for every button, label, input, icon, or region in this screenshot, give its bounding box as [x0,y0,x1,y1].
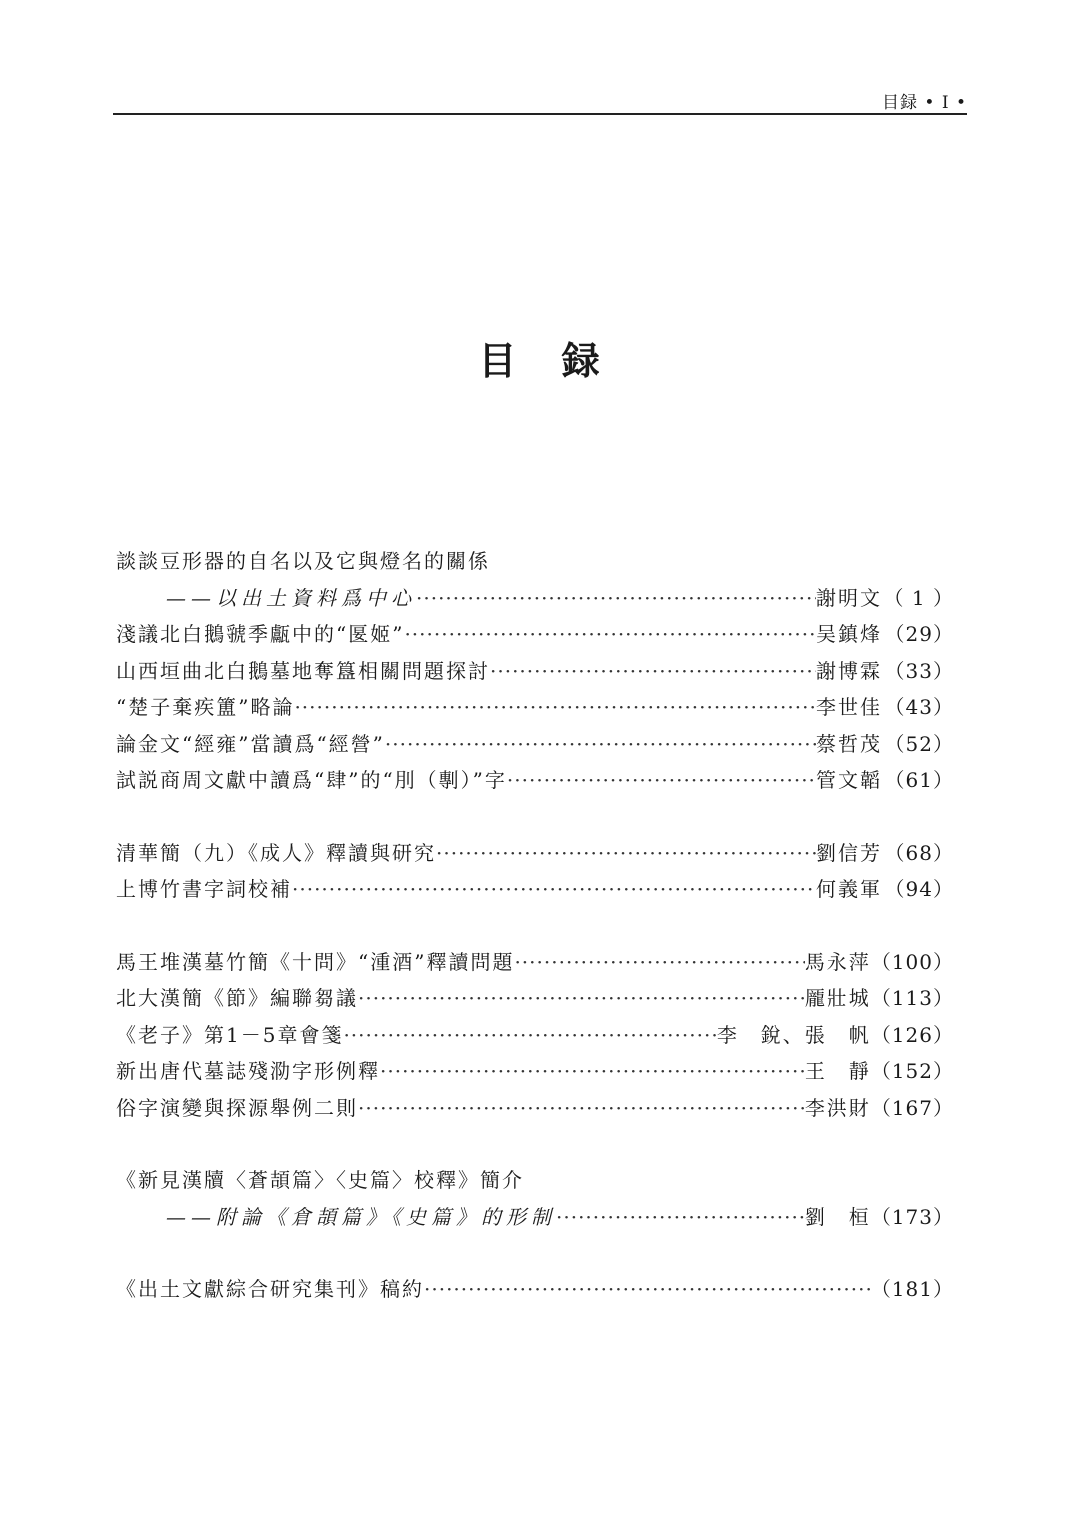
toc-entry-title: 清華簡（九）《成人》釋讀與研究 [116,840,436,865]
toc-entry-page: （43） [884,695,954,719]
toc-entry-subtitle: ——附論《倉頡篇》《史篇》的形制 [166,1204,556,1229]
running-head: 目録 • I • [882,93,967,113]
toc-entry [116,582,954,619]
dot-leader [294,695,816,719]
toc-entry-title: 《出土文獻綜合研究集刊》稿約 [116,1277,424,1301]
toc-entry-title: 論金文“經雍”當讀爲“經營” [116,731,385,756]
toc-entry-author: 劉 桓 [804,1204,871,1229]
toc-entry-title: 《老子》第1－5章會箋 [116,1022,344,1047]
toc-entry-title: 俗字演變與探源舉例二則 [116,1095,358,1120]
toc-entry-title: 馬王堆漢墓竹簡《十問》“湩酒”釋讀問題 [116,949,515,974]
toc-entry-author: 李洪財 [804,1095,871,1120]
toc-entry-title: 上博竹書字詞校補 [116,877,292,901]
toc-entry-page: （126） [870,1022,954,1047]
toc-entry-page: （68） [884,840,954,865]
toc-entry [116,1201,954,1238]
toc-entry-title: 試説商周文獻中讀爲“肆”的“刖（剸）”字 [116,768,507,792]
toc-entry-author: 劉信芳 [816,840,882,865]
toc-entry-author: 吴鎮烽 [816,622,882,646]
dot-leader [292,877,816,901]
toc-entry-author: 何義軍 [816,877,882,901]
toc-entry [116,618,954,655]
toc-entry [116,1055,954,1092]
toc-entry [116,1092,954,1129]
toc-entry-page: （152） [870,1059,954,1083]
dot-leader [436,841,816,865]
toc-entry-page: （61） [884,768,954,792]
dot-leader [358,986,805,1010]
toc-entry [116,691,954,728]
dot-leader [404,622,816,646]
toc-entry-subtitle: ——以出土資料爲中心 [166,585,416,610]
dot-leader [490,659,816,683]
toc-entry [116,764,954,801]
page-title: 目 録 [478,338,602,383]
toc-entry-title: 北大漢簡《節》編聯芻議 [116,986,358,1010]
dot-leader [507,768,816,792]
dot-leader [514,950,804,974]
toc-entry-page: （181） [870,1277,954,1301]
toc-entry-page: （167） [870,1095,954,1120]
toc-entry [116,655,954,692]
toc-entry-author: 龎壯城 [804,986,871,1010]
toc-entry-title: 談談豆形器的自名以及它與燈名的關係 [116,549,490,573]
toc-entry-author: 李世佳 [816,695,882,719]
toc-entry [116,873,954,910]
toc-entry-author: 謝博霖 [816,658,882,683]
dot-leader [424,1277,871,1301]
toc-entry-page: （52） [884,731,954,756]
toc-entry [116,982,954,1019]
toc-entry-page: （33） [884,658,954,683]
toc-entry-page: （ 1 ） [883,585,954,610]
toc-entry-author: 蔡哲茂 [816,731,882,756]
toc-entry-author: 謝明文 [816,585,882,610]
dot-leader [343,1023,716,1047]
dot-leader [358,1096,805,1120]
toc-entry-title: 新出唐代墓誌殘泐字形例釋 [116,1059,380,1083]
toc-entry-page: （100） [870,949,954,974]
toc-entry-author: 馬永萍 [804,949,871,974]
toc-entry-page: （113） [870,986,954,1010]
table-of-contents [116,545,954,1310]
dot-leader [416,586,816,610]
toc-entry-page: （29） [884,622,954,646]
toc-entry [116,1164,954,1201]
toc-entry-page: （94） [884,877,954,901]
header-rule [113,113,967,115]
toc-entry-title: 山西垣曲北白鵝墓地奪簋相關問題探討 [116,658,490,683]
toc-entry-title: 《新見漢牘〈蒼頡篇〉〈史篇〉校釋》簡介 [116,1168,524,1192]
toc-entry [116,946,954,983]
toc-entry [116,1273,954,1310]
toc-entry-title: “楚子棄疾簠”略論 [116,695,295,719]
toc-entry-author: 管文韜 [816,768,882,792]
toc-entry [116,728,954,765]
toc-entry-author: 王 靜 [804,1059,871,1083]
toc-entry-author: 李 銳、張 帆 [716,1022,871,1047]
toc-entry [116,837,954,874]
dot-leader [556,1205,805,1229]
toc-entry [116,1019,954,1056]
dot-leader [380,1059,805,1083]
dot-leader [385,732,816,756]
toc-entry-title: 淺議北白鵝虢季甗中的“匽姬” [116,622,405,646]
toc-entry-page: （173） [870,1204,954,1229]
toc-entry [116,545,954,582]
